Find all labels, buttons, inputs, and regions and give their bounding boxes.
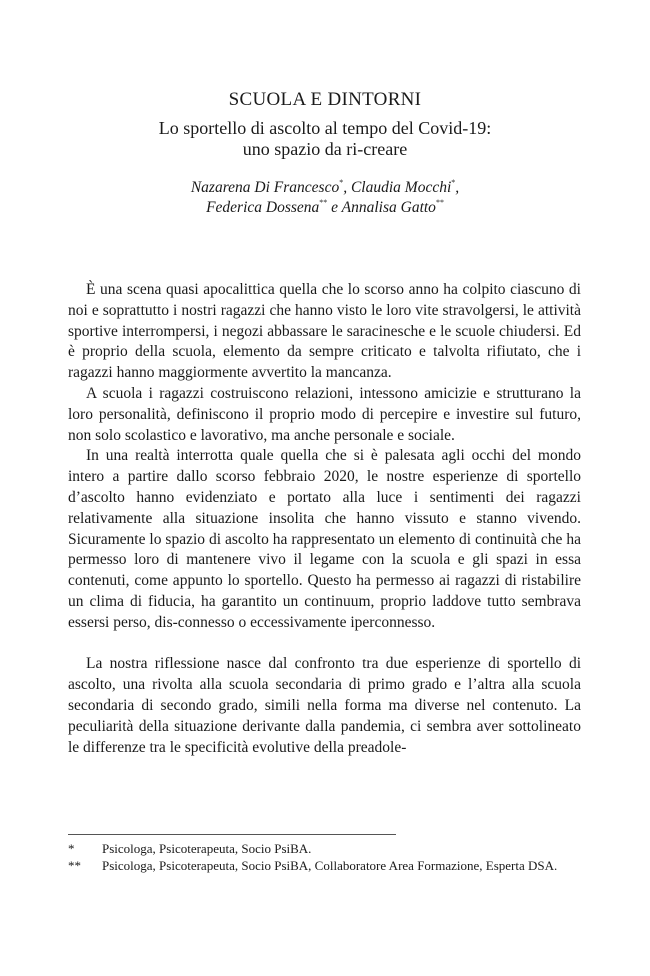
author-separator: e bbox=[327, 199, 342, 216]
footnote-text: Psicologa, Psicoterapeuta, Socio PsiBA. bbox=[102, 841, 312, 856]
author-name: Annalisa Gatto bbox=[341, 199, 436, 216]
author-name: Federica Dossena bbox=[206, 199, 320, 216]
section-title: SCUOLA E DINTORNI bbox=[228, 89, 422, 110]
footnote-marker: ** bbox=[319, 198, 328, 207]
footnote bbox=[68, 857, 581, 874]
author-line-1 bbox=[0, 178, 650, 198]
body-paragraph: È una scena quasi apocalittica quella che lo scorso anno ha colpito ciascuno di noi e soprattutto i nostri ragazzi che hanno visto le loro vite stravolgersi, le attività sportive interrompersi, i negozi abbassare le saracinesche e le scuole chiudersi. Ed è proprio della scuola, elemento da sempre criticato e talvolta rifiutato, che i ragazzi hanno maggiormente avvertito la mancanza. bbox=[68, 281, 581, 382]
body-paragraph: A scuola i ragazzi costruiscono relazioni, intessono amicizie e strutturano la loro personalità, definiscono il proprio modo di percepire e investire sul futuro, non solo scolastico e lavorativo, ma anche personale e sociale. bbox=[68, 384, 581, 444]
footnote bbox=[68, 840, 581, 857]
footnotes bbox=[68, 840, 581, 874]
subtitle-line-1: Lo sportello di ascolto al tempo del Covid-19: bbox=[158, 118, 492, 138]
author-separator: , bbox=[343, 179, 351, 196]
footnote-mark: ** bbox=[68, 858, 81, 873]
footnote-mark: * bbox=[68, 841, 75, 856]
article-header bbox=[0, 88, 650, 218]
footnote-marker: * bbox=[451, 178, 456, 187]
subtitle-line-2: uno spazio da ri-creare bbox=[242, 139, 408, 159]
author-list bbox=[0, 178, 650, 218]
footnote-marker: * bbox=[339, 178, 344, 187]
footnote-text: Psicologa, Psicoterapeuta, Socio PsiBA, Collaboratore Area Formazione, Esperta DSA. bbox=[102, 858, 558, 873]
article-subtitle bbox=[0, 118, 650, 160]
footnote-divider bbox=[68, 834, 396, 835]
footnote-marker: ** bbox=[435, 198, 444, 207]
author-separator: , bbox=[455, 179, 460, 196]
body-paragraph: In una realtà interrotta quale quella che si è palesata agli occhi del mondo intero a partire dallo scorso febbraio 2020, le nostre esperienze di sportello d’ascolto hanno evidenziato e portato alla luce i sentimenti dei ragazzi relativamente alla situazione insolita che hanno vissuto e stanno vivendo. Sicuramente lo spazio di ascolto ha rappresentato un elemento di continuità che ha permesso loro di mantenere vivo il legame con la scuola e gli spazi in essa contenuti, come appunto lo sportello. Questo ha permesso ai ragazzi di ristabilire un clima di fiducia, ha garantito un continuum, proprio laddove tutto sembrava essersi perso, dis-connesso o eccessivamente iperconnesso. bbox=[68, 447, 581, 631]
author-name: Claudia Mocchi bbox=[350, 179, 452, 196]
body-paragraph: La nostra riflessione nasce dal confronto tra due esperienze di sportello di ascolto, una rivolta alla scuola secondaria di primo grado e l’altra alla scuola secondaria di secondo grado, simili nella forma ma diverse nel contenuto. La peculiarità della situazione derivante dalla pandemia, ci sembra aver sottolineato le differenze tra le specificità evolutive della preadole- bbox=[68, 655, 581, 756]
author-name: Nazarena Di Francesco bbox=[190, 179, 340, 196]
article-body bbox=[68, 280, 581, 758]
author-line-2 bbox=[0, 198, 650, 218]
